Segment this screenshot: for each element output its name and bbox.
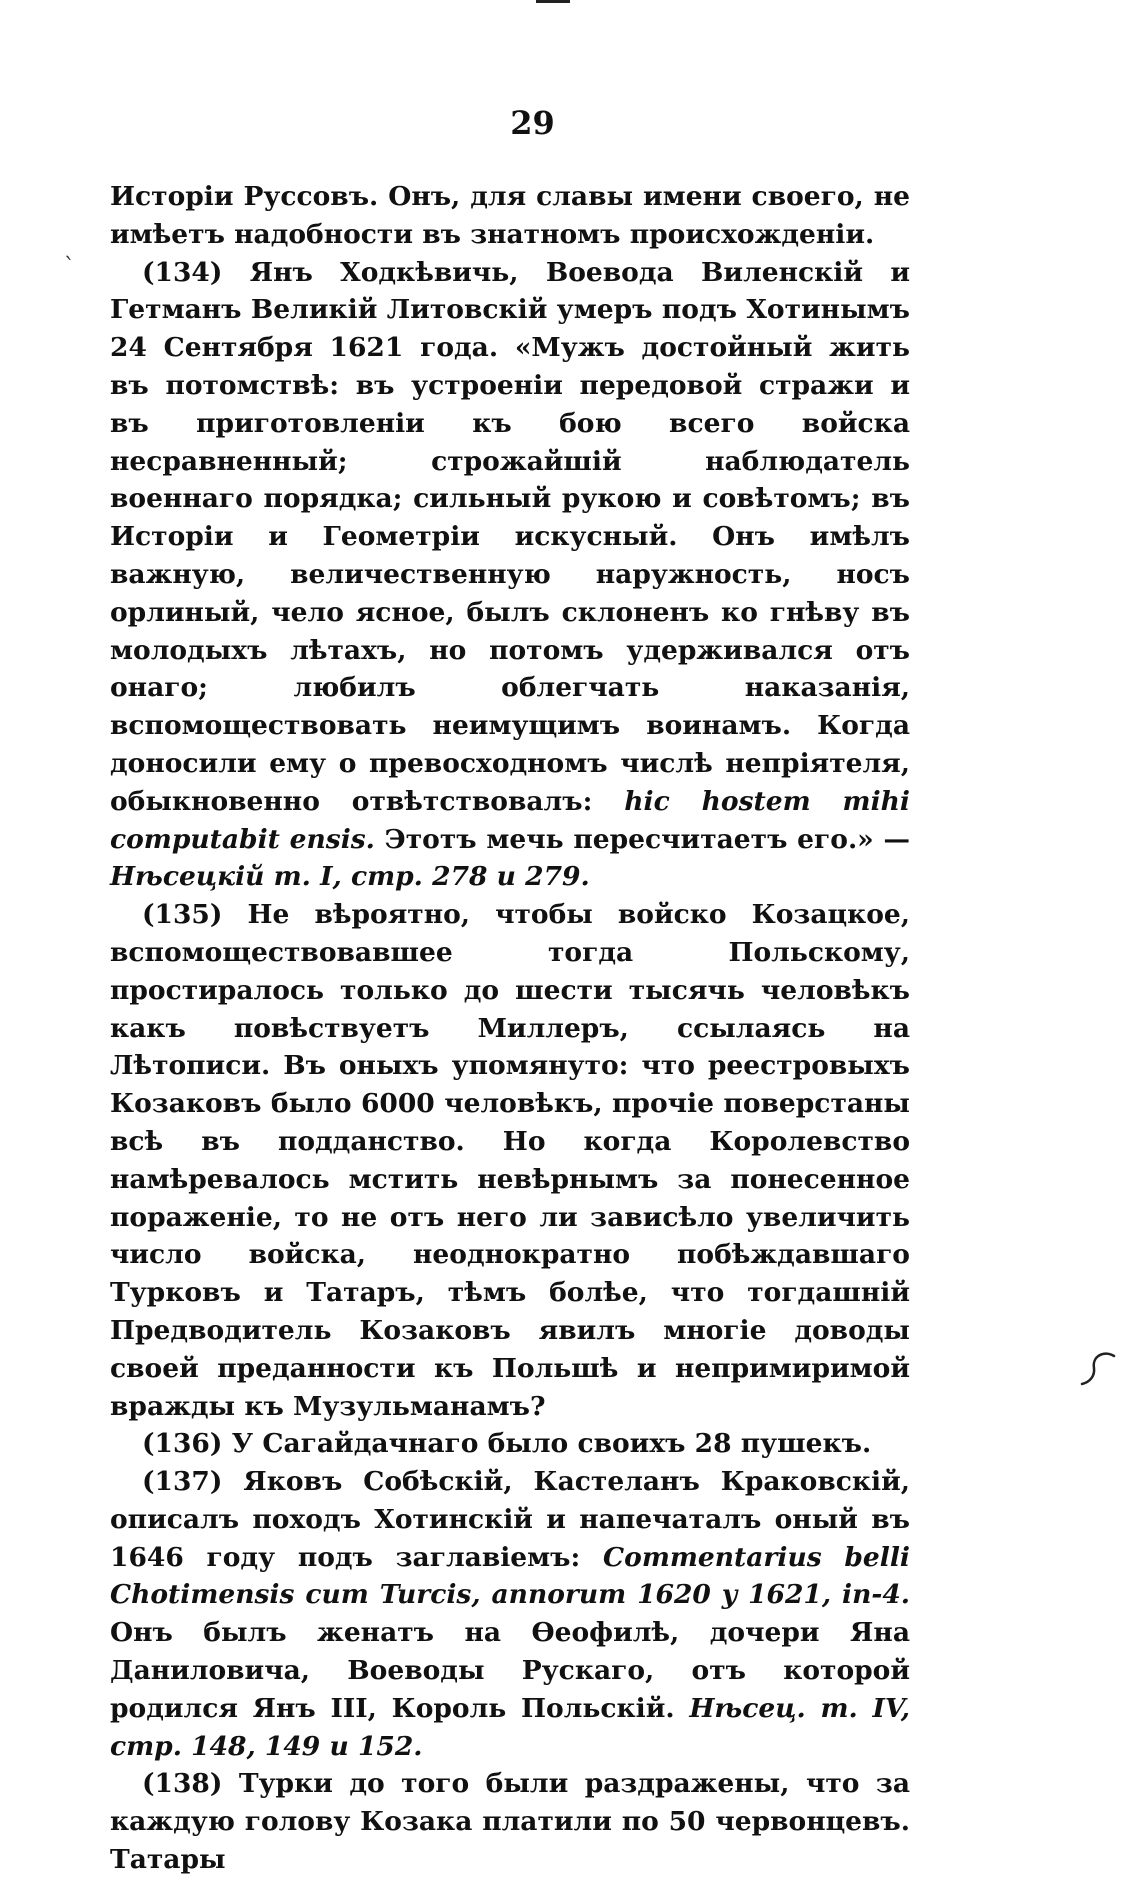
note-135 xyxy=(110,896,910,1425)
note-text: Не вѣроятно, чтобы войско Козацкое, вспомоществовавшее тогда Польскому, простиралось только до шести тысячь человѣкъ какъ повѣствуетъ Миллеръ, ссылаясь на Лѣтописи. Въ оныхъ упомянуто: что реестровыхъ Козаковъ было 6000 человѣкъ, прочіе поверстаны всѣ въ подданство. Но когда Королевство намѣревалось мстить невѣрнымъ за понесенное пораженіе, то не отъ него ли зависѣло увеличить число войска, неоднократно побѣждавшаго Турковъ и Татаръ, тѣмъ болѣе, что тогдашній Предводитель Козаковъ явилъ многіе доводы своей преданности къ Польшѣ и непримиримой вражды къ Музульманамъ? xyxy=(110,899,910,1422)
citation: Нѣсецкій т. I, стр. 278 и 279. xyxy=(110,861,590,893)
note-138 xyxy=(110,1765,910,1878)
margin-pencil-mark-icon xyxy=(1078,1348,1118,1394)
note-number: (137) xyxy=(142,1466,223,1498)
latin-quote: hic hostem mihi computabit ensis. xyxy=(110,785,910,855)
citation: Нѣсец. т. IV, стр. 148, 149 и 152. xyxy=(110,1692,910,1762)
note-number: (135) xyxy=(142,899,223,931)
paragraph-continued xyxy=(110,178,910,254)
note-136 xyxy=(110,1425,910,1463)
note-text: Яковъ Собѣскій, Кастеланъ Краковскій, описалъ походъ Хотинскій и напечаталъ оный въ 1646 году подъ заглавіемъ: xyxy=(110,1466,910,1573)
note-number: (134) xyxy=(142,256,223,288)
note-text: Турки до того были раздражены, что за каждую голову Козака платили по 50 червонцевъ. Татары xyxy=(110,1768,910,1876)
top-edge-mark xyxy=(536,0,570,3)
margin-tick: ` xyxy=(64,255,75,280)
note-137 xyxy=(110,1463,910,1765)
note-text: У Сагайдачнаго было своихъ 28 пушекъ. xyxy=(222,1428,872,1460)
note-number: (136) xyxy=(142,1428,223,1460)
note-number: (138) xyxy=(142,1768,223,1800)
note-text: Этотъ мечь пересчитаетъ его.» — xyxy=(374,823,910,855)
note-text: Онъ былъ женатъ на Ѳеофилѣ, дочери Яна Даниловича, Воеводы Рускаго, отъ которой родился Янъ III, Король Польскій. xyxy=(110,1617,910,1724)
body-text xyxy=(110,178,910,1879)
note-134 xyxy=(110,254,910,897)
note-text: Янъ Ходкѣвичь, Воевода Виленскій и Гетманъ Великій Литовскій умеръ подъ Хотинымъ 24 Сентября 1621 года. «Мужъ достойный жить въ потомствѣ: въ устроеніи передовой стражи и въ приготовленіи къ бою всего войска несравненный; строжайшій наблюдатель военнаго порядка; сильный рукою и совѣтомъ; въ Исторіи и Геометріи искусный. Онъ имѣлъ важную, величественную наружность, носъ орлиный, чело ясное, былъ склоненъ ко гнѣву въ молодыхъ лѣтахъ, но потомъ удерживался отъ онаго; любилъ облегчать наказанія, вспомоществовать неимущимъ воинамъ. Когда доносили ему о превосходномъ числѣ непріятеля, обыкновенно отвѣтствовалъ: xyxy=(110,256,910,817)
latin-title: Commentarius belli Chotimensis cum Turcis, annorum 1620 y 1621, in-4. xyxy=(110,1541,910,1611)
paragraph-text: Исторіи Руссовъ. Онъ, для славы имени своего, не имѣетъ надобности въ знатномъ происхожденіи. xyxy=(110,181,910,250)
page-number: 29 xyxy=(510,104,555,142)
